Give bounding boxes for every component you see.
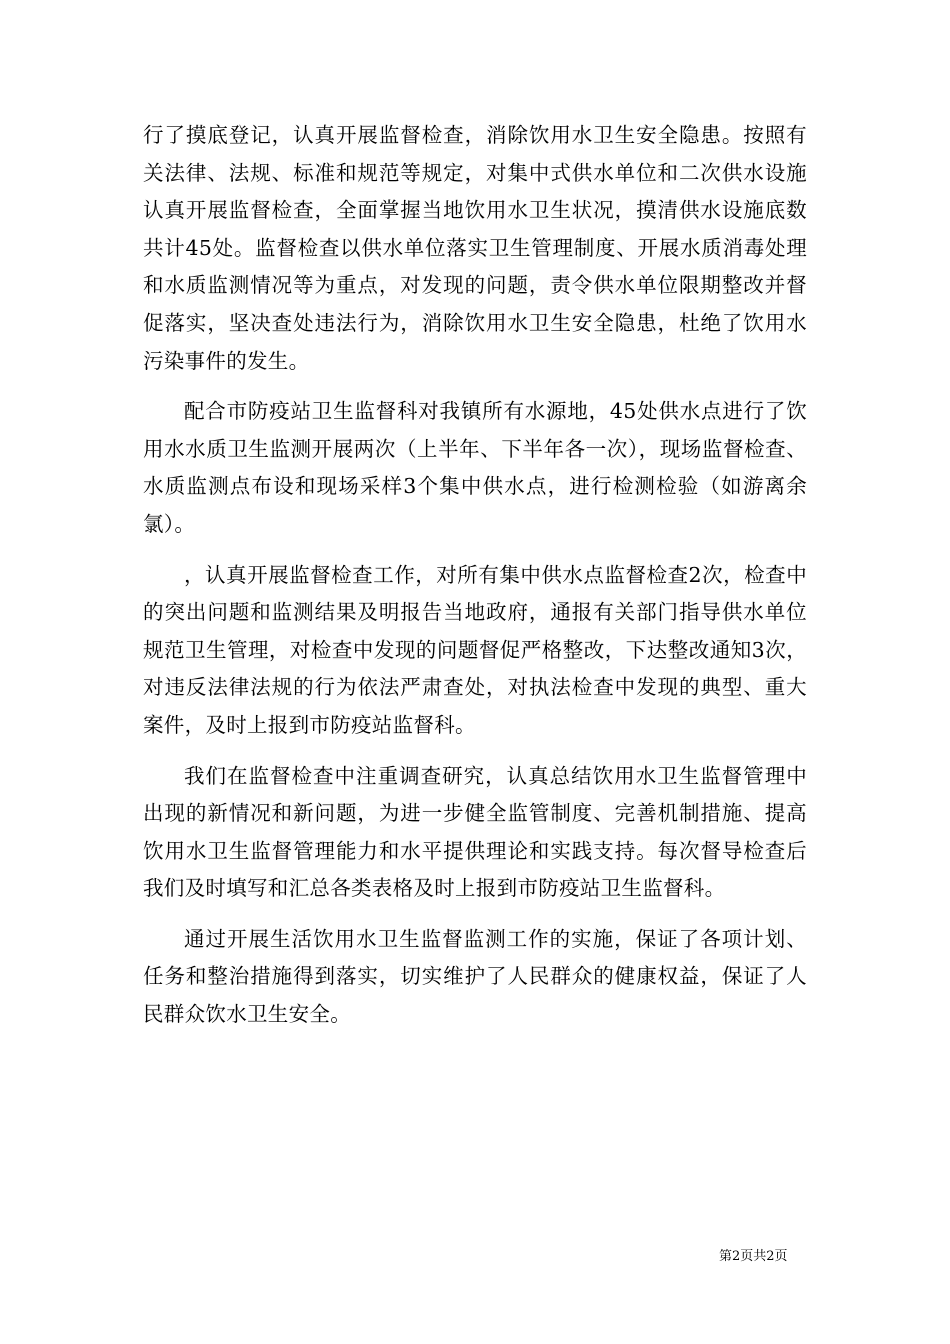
paragraph-1: 行了摸底登记，认真开展监督检查，消除饮用水卫生安全隐患。按照有关法律、法规、标准和规范等规定，对集中式供水单位和二次供水设施认真开展监督检查，全面掌握当地饮用水卫生状况，摸清供水设施底数共计45处。监督检查以供水单位落实卫生管理制度、开展水质消毒处理和水质监测情况等为重点，对发现的问题，责令供水单位限期整改并督促落实，坚决查处违法行为，消除饮用水卫生安全隐患，杜绝了饮用水污染事件的发生。	[143, 123, 807, 373]
document-body	[143, 117, 807, 1034]
paragraph-3: ，认真开展监督检查工作，对所有集中供水点监督检查2次，检查中的突出问题和监测结果及明报告当地政府，通报有关部门指导供水单位规范卫生管理，对检查中发现的问题督促严格整改，下达整改通知3次，对违反法律法规的行为依法严肃查处，对执法检查中发现的典型、重大案件，及时上报到市防疫站监督科。	[143, 562, 807, 737]
page-number-indicator: 第2页共2页	[719, 1249, 788, 1264]
page-footer	[719, 1247, 788, 1267]
paragraph-4: 我们在监督检查中注重调查研究，认真总结饮用水卫生监督管理中出现的新情况和新问题，为进一步健全监管制度、完善机制措施、提高饮用水卫生监督管理能力和水平提供理论和实践支持。每次督导检查后我们及时填写和汇总各类表格及时上报到市防疫站卫生监督科。	[143, 763, 807, 901]
paragraph-5: 通过开展生活饮用水卫生监督监测工作的实施，保证了各项计划、任务和整治措施得到落实，切实维护了人民群众的健康权益，保证了人民群众饮水卫生安全。	[143, 926, 807, 1027]
paragraph-2: 配合市防疫站卫生监督科对我镇所有水源地，45处供水点进行了饮用水水质卫生监测开展两次（上半年、下半年各一次），现场监督检查、水质监测点布设和现场采样3个集中供水点，进行检测检验（如游离余氯）。	[143, 399, 807, 536]
